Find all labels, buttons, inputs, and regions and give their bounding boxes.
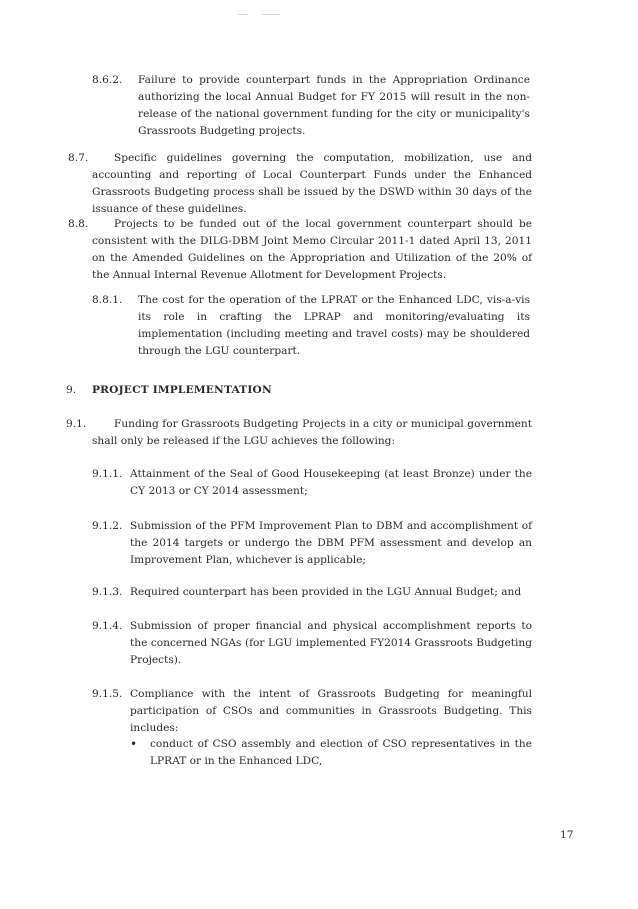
item-text: Submission of proper financial and physical accomplishment reports to the concerned NGAs (for LGU implemented FY2014 Grassroots Budgeting Projects).	[130, 620, 532, 666]
item-number: 8.6.2.	[92, 74, 123, 86]
item-text: The cost for the operation of the LPRAT or the Enhanced LDC, vis-a-vis its role in crafting the LPRAP and monitoring/evaluating its implementation (including meeting and travel costs) may be shouldered through the LGU counterpart.	[138, 294, 530, 357]
scan-mark	[262, 14, 280, 15]
bullet-dot: •	[130, 737, 138, 751]
bullet-text: conduct of CSO assembly and election of CSO representatives in the LPRAT or in the Enhanced LDC,	[150, 738, 532, 767]
item-number: 9.1.3.	[92, 586, 123, 598]
item-text: Projects to be funded out of the local government counterpart should be consistent with the DILG-DBM Joint Memo Circular 2011-1 dated April 13, 2011 on the Amended Guidelines on the Appropriation and Utilization of the 20% of the Annual Internal Revenue Allotment for Development Projects.	[92, 218, 532, 281]
section-number: 9.	[66, 384, 77, 396]
item-number: 9.1.5.	[92, 688, 123, 700]
item-number: 8.8.	[68, 218, 89, 230]
item-number: 8.8.1.	[92, 294, 123, 306]
item-text: Required counterpart has been provided in the LGU Annual Budget; and	[130, 586, 522, 598]
item-text: Specific guidelines governing the computation, mobilization, use and accounting and reporting of Local Counterpart Funds under the Enhanced Grassroots Budgeting process shall be issued by the DSWD within 30 days of the issuance of these guidelines.	[92, 152, 532, 215]
item-text: Compliance with the intent of Grassroots Budgeting for meaningful participation of CSOs and communities in Grassroots Budgeting. This includes:	[130, 688, 532, 734]
item-text: Submission of the PFM Improvement Plan to DBM and accomplishment of the 2014 targets or undergo the DBM PFM assessment and develop an Improvement Plan, whichever is applicable;	[130, 520, 532, 566]
item-text: Attainment of the Seal of Good Housekeeping (at least Bronze) under the CY 2013 or CY 2014 assessment;	[130, 468, 532, 497]
item-number: 9.1.4.	[92, 620, 123, 632]
item-number: 8.7.	[68, 152, 89, 164]
section-heading: PROJECT IMPLEMENTATION	[92, 384, 272, 396]
item-number: 9.1.2.	[92, 520, 123, 532]
scan-mark	[238, 14, 248, 15]
item-number: 9.1.	[66, 418, 87, 430]
item-text: Funding for Grassroots Budgeting Projects in a city or municipal government shall only be released if the LGU achieves the following:	[92, 418, 532, 447]
item-text: Failure to provide counterpart funds in the Appropriation Ordinance authorizing the local Annual Budget for FY 2015 will result in the non-release of the national government funding for the city or municipality's Grassroots Budgeting projects.	[138, 74, 530, 137]
page-number: 17	[560, 829, 574, 841]
item-number: 9.1.1.	[92, 468, 123, 480]
